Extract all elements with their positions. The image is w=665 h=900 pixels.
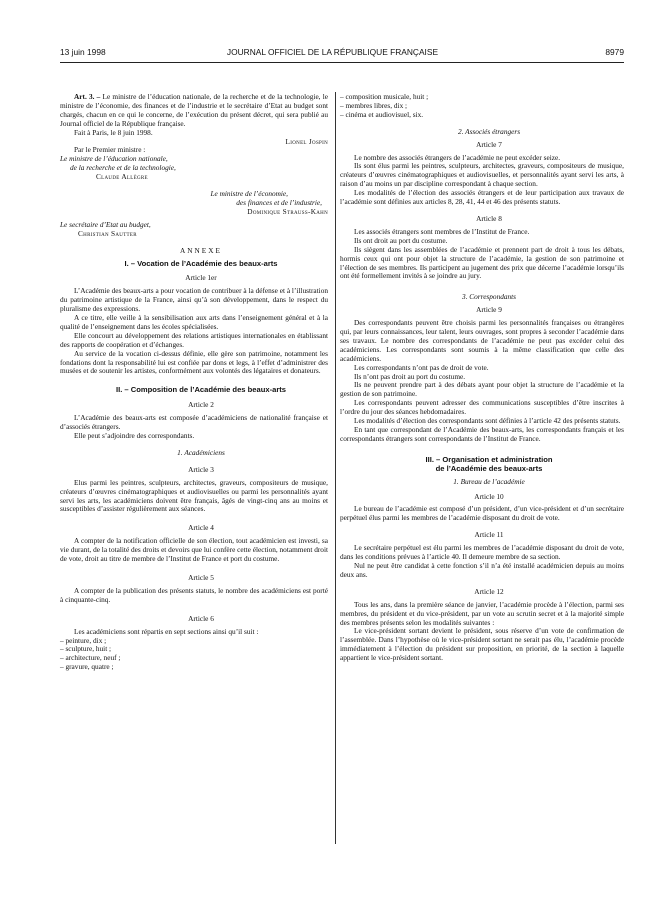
subsection-bureau: 1. Bureau de l’académie	[453, 476, 525, 486]
article-1-paragraph: L’Académie des beaux-arts a pour vocation de contribuer à la défense et à l’illustration du patrimoine artistique de la France, ainsi qu’à son développement, dans le respect du pluralisme des expressions.	[60, 286, 328, 314]
signature-jospin: Lionel Jospin	[285, 136, 328, 146]
page-header	[0, 47, 665, 61]
list-item: – cinéma et audiovisuel, six.	[340, 109, 424, 119]
article-5-heading: Article 5	[188, 572, 214, 582]
list-item: – peinture, dix ;	[60, 635, 107, 645]
article-7-heading: Article 7	[476, 139, 502, 149]
list-item: – gravure, quatre ;	[60, 662, 114, 672]
article-9-paragraph: Des correspondants peuvent être choisis parmi les personnalités françaises ou étrangères qui, par leurs connaissances, leur talent, leurs ouvrages, sont propres à seconder l’académie dans ses travaux. Le nombre des correspondants de l’académie ne peut pas excéder celui des académiciens. Les correspondants sont soumis à la même classification que celle des académiciens.	[340, 318, 624, 363]
article-3-decree: Art. 3. – Le ministre de l’éducation nationale, de la recherche et de la technologie, le ministre de l’économie, des finances et de l’industrie et le secrétaire d’Etat au budget sont chargés, chacun en ce qui le concerne, de l’exécution du présent décret, qui sera publié au Journal officiel de la République française.	[60, 92, 328, 128]
article-12-heading: Article 12	[474, 586, 504, 596]
subsection-associes-etrangers: 2. Associés étrangers	[457, 126, 521, 136]
article-9-heading: Article 9	[476, 305, 502, 315]
list-item: – composition musicale, huit ;	[340, 92, 429, 101]
article-1-paragraph: Au service de la vocation ci-dessus définie, elle gère son patrimoine, notamment les fondations dont la responsabilité lui est confiée par dons et legs, à l’effet d’administrer des musées et de soutenir les artistes, conformément aux volontés des légataires et donateurs.	[60, 348, 328, 376]
article-6-paragraph: Les académiciens sont répartis en sept sections ainsi qu’il suit :	[74, 626, 259, 636]
article-4-paragraph: A compter de la notification officielle de son élection, tout académicien est investi, sa vie durant, de la totalité des droits et devoirs que lui confère cette élection, notamment droit de vote, droit au titre de membre de l’Institut de France et port du costume.	[60, 536, 328, 564]
article-10-paragraph: Le bureau de l’académie est composé d’un président, d’un vice-président et d’un secrétaire perpétuel élus parmi les membres de l’académie disposant du droit de vote.	[340, 504, 624, 523]
article-10-heading: Article 10	[474, 491, 504, 501]
subsection-academiciens: 1. Académiciens	[177, 447, 225, 457]
article-3-heading: Article 3	[188, 464, 214, 474]
article-5-paragraph: A compter de la publication des présents statuts, le nombre des académiciens est porté à cinquante-cinq.	[60, 585, 328, 604]
header-rule	[60, 62, 624, 63]
article-7-paragraph: Les modalités de l’élection des associés étrangers et de leur participation aux travaux de l’académie sont définies aux articles 8, 28, 41, 44 et 46 des présents statuts.	[340, 188, 624, 207]
minister-education-line2: de la recherche et de la technologie,	[70, 163, 176, 173]
section-2-heading: II. – Composition de l’Académie des beaux-arts	[115, 385, 287, 395]
article-1-paragraph: Elle concourt au développement des relations artistiques internationales en établissant des rapports de coopération et d’échanges.	[60, 330, 328, 349]
article-9-paragraph: Ils ne peuvent prendre part à des débats ayant pour objet la structure de l’académie et la gestion de son patrimoine.	[340, 380, 624, 399]
minister-education-line1: Le ministre de l’éducation nationale,	[60, 154, 168, 164]
minister-economy-line1: Le ministre de l’économie,	[210, 189, 288, 199]
list-item: – architecture, neuf ;	[60, 653, 121, 663]
minister-economy-line2: des finances et de l’industrie,	[236, 197, 322, 207]
sections-list-continued	[340, 93, 624, 120]
article-8-heading: Article 8	[476, 213, 502, 223]
article-8-paragraph: Les associés étrangers sont membres de l’Institut de France.	[354, 226, 530, 236]
article-11-paragraph: Nul ne peut être candidat à cette fonction s’il n’a été installé académicien depuis au moins deux ans.	[340, 560, 624, 579]
article-2-heading: Article 2	[188, 400, 214, 410]
signature-strauss-kahn: Dominique Strauss-Kahn	[247, 206, 328, 216]
annexe-heading: ANNEXE	[180, 245, 222, 255]
article-1-paragraph: A ce titre, elle veille à la sensibilisation aux arts dans l’enseignement général et à la qualité de l’enseignement dans les écoles spécialisées.	[60, 313, 328, 331]
section-1-heading: I. – Vocation de l’Académie des beaux-arts	[124, 258, 278, 268]
article-9-paragraph: Les correspondants peuvent adresser des communications susceptibles d’être inscrites à l’ordre du jour des séances hebdomadaires.	[340, 398, 624, 417]
subsection-correspondants: 3. Correspondants	[461, 292, 517, 302]
right-column	[340, 93, 624, 663]
article-9-paragraph: Ils n’ont pas droit au port du costume.	[354, 371, 466, 381]
article-11-heading: Article 11	[474, 530, 504, 540]
section-3-heading-line2: de l’Académie des beaux-arts	[435, 463, 543, 473]
header-title: JOURNAL OFFICIEL DE LA RÉPUBLIQUE FRANÇAISE	[226, 47, 439, 57]
fait-a-paris: Fait à Paris, le 8 juin 1998.	[74, 127, 153, 137]
list-item: – sculpture, huit ;	[60, 644, 112, 654]
article-9-paragraph: Les modalités d’élection des correspondants sont définies à l’article 42 des présents statuts.	[354, 416, 621, 426]
article-12-paragraph: Tous les ans, dans la première séance de janvier, l’académie procède à l’élection, parmi ses membres, du président et du vice-président, par un vote au scrutin secret et à la majorité simple des membres présents selon les modalités suivantes :	[340, 599, 624, 627]
article-9-paragraph: En tant que correspondant de l’Académie des beaux-arts, les correspondants français et les correspondants étrangers sont correspondants de l’Institut de France.	[340, 425, 624, 443]
column-separator	[335, 92, 336, 844]
article-8-paragraph: Ils siègent dans les assemblées de l’académie et prennent part de droit à tous les débats, hormis ceux qui ont pour objet la structure de l’académie, la gestion de son patrimoine et l’élection de ses membres. Ils participent au jugement des prix que décerne l’académie lorsqu’ils ont été formellement invités à se joindre au jury.	[340, 244, 624, 281]
signature-sautter: Christian Sautter	[78, 228, 137, 238]
article-11-paragraph: Le secrétaire perpétuel est élu parmi les membres de l’académie disposant du droit de vote, dans les conditions prévues à l’article 40. Il demeure membre de sa section.	[340, 543, 624, 562]
signature-allegre: Claude Allègre	[96, 172, 148, 182]
article-3-paragraph: Elus parmi les peintres, sculpteurs, architectes, graveurs, compositeurs de musique, créateurs d’œuvres cinématographiques et audiovisuelles ou parmi les personnalités ayant servi les arts, les académiciens doivent être français, âgés de vingt-cinq ans au moins et susceptibles d’assister régulièrement aux séances.	[60, 477, 328, 514]
article-8-paragraph: Ils ont droit au port du costume.	[354, 235, 448, 245]
article-2-paragraph: Elle peut s’adjoindre des correspondants.	[74, 431, 195, 440]
header-date: 13 juin 1998	[60, 47, 106, 57]
sections-list	[60, 637, 328, 673]
secretary-budget: Le secrétaire d’Etat au budget,	[60, 219, 151, 229]
section-3-heading-line1: III. – Organisation et administration	[425, 454, 553, 464]
article-4-heading: Article 4	[188, 523, 214, 533]
left-column	[60, 93, 328, 672]
list-item: – membres libres, dix ;	[340, 100, 408, 110]
header-page-number: 8979	[605, 47, 624, 57]
article-6-heading: Article 6	[188, 613, 214, 623]
article-7-paragraph: Le nombre des associés étrangers de l’académie ne peut excéder seize.	[354, 152, 561, 162]
par-premier-ministre: Par le Premier ministre :	[74, 145, 146, 155]
article-7-paragraph: Ils sont élus parmi les peintres, sculpteurs, architectes, graveurs, compositeurs de musique, créateurs d’œuvres cinématographiques et audiovisuelles, et personnalités ayant servi les arts, à raison d’au moins un par discipline correspondant à chaque section.	[340, 161, 624, 189]
article-12-paragraph: Le vice-président sortant devient le président, sous réserve d’un vote de confirmation de l’assemblée. Dans l’hypothèse où le vice-président sortant ne serait pas élu, l’académie procède immédiatement à l’élection du président sur proposition, en priorité, de la section à laquelle appartient le vice-président sortant.	[340, 626, 624, 663]
article-1-heading: Article 1er	[185, 273, 217, 283]
article-2-paragraph: L’Académie des beaux-arts est composée d’académiciens de nationalité française et d’associés étrangers.	[60, 413, 328, 432]
article-9-paragraph: Les correspondants n’ont pas de droit de vote.	[354, 362, 489, 372]
